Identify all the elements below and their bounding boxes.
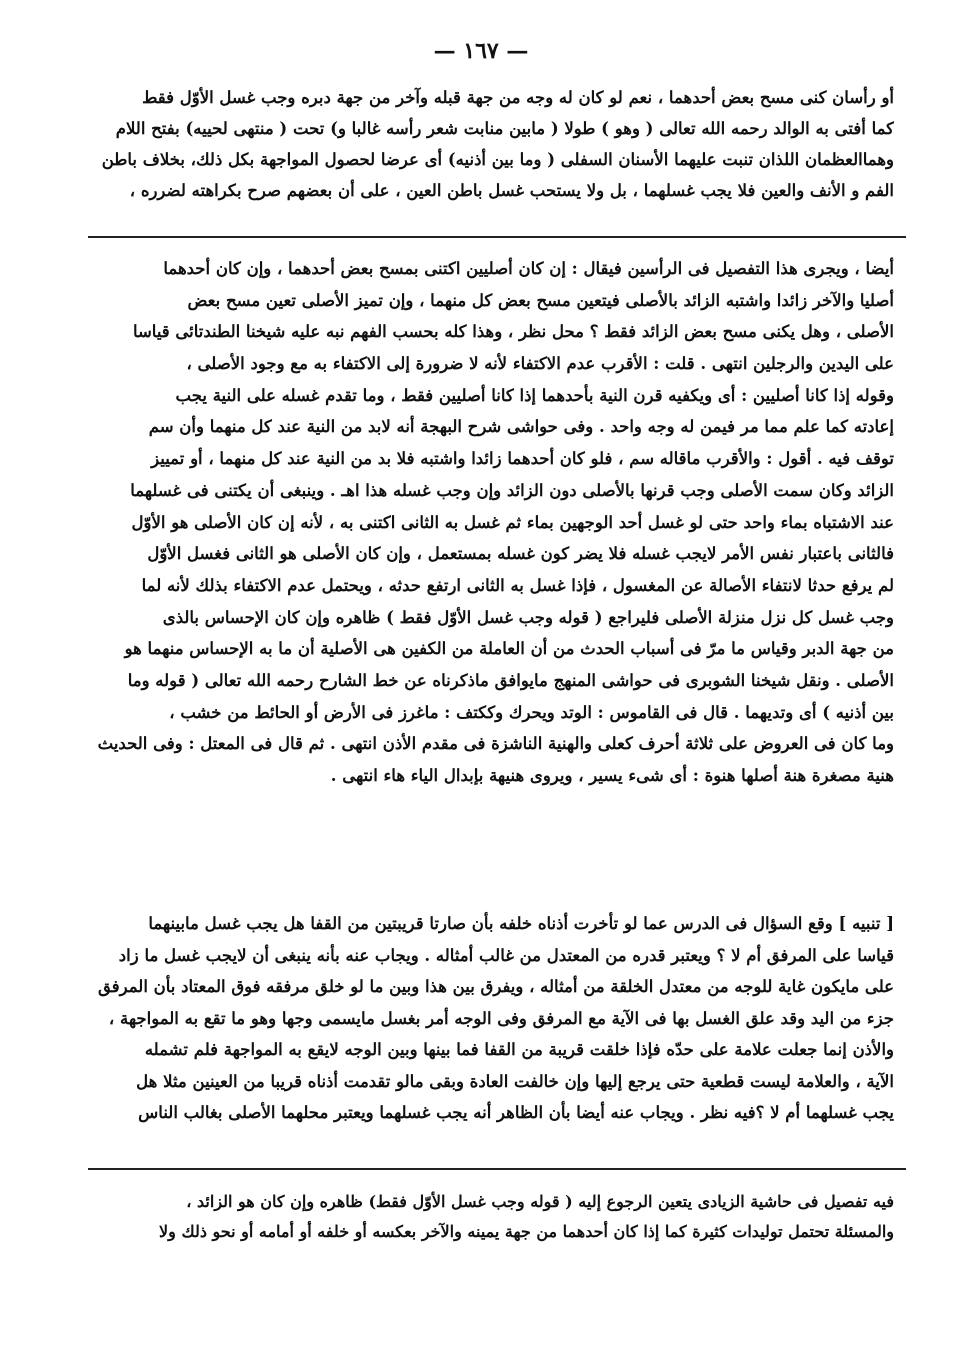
commentary-line: هنية مصغرة هنة أصلها هنوة : أى شىء يسير ، ويروى هنيهة بإبدال الياء هاء انتهى . [330, 766, 894, 785]
page-number: — ١٦٧ — [433, 38, 529, 64]
commentary-line: وما كان فى العروض على ثلاثة أحرف كعلى والهنية الناشزة فى مقدم الأذن انتهى . ثم قال فى المعتل : وفى الحديث [97, 734, 894, 754]
footnote-line: فيه تفصيل فى حاشية الزيادى يتعين الرجوع إليه ( قوله وجب غسل الأوّل فقط) ظاهره وإن كان هو الزائد ، [186, 1192, 894, 1211]
commentary-line: وقوله إذا كانا أصليين : أى ويكفيه قرن النية بأحدهما إذا كانا أصليين فقط ، وما تقدم غسله على النية يجب [175, 385, 894, 405]
notice-line: قياسا على المرفق أم لا ؟ ويعتبر قدره من المعتدل من غالب أمثاله . ويجاب عنه بأنه ينبغى أن لايجب غسل ما زاد [118, 945, 894, 965]
notice-line: [ تنبيه ] وقع السؤال فى الدرس عما لو تأخرت أذناه خلفه بأن صارتا قريبتين من القفا هل يجب غسل مابينهما [148, 914, 894, 933]
commentary-line: توقف فيه . أقول : والأقرب ماقاله سم ، فلو كان أحدهما زائدا واشتبه فلا بد من النية عند كل منهما ، أو تمييز [151, 449, 894, 469]
commentary-line: عند الاشتباه بماء واحد حتى لو غسل أحد الوجهين بماء ثم غسل به الثانى اكتنى به ، لأنه إن كان الأصلى هو الأوّل [131, 512, 894, 532]
notice-line: الآية ، والعلامة ليست قطعية حتى يرجع إليها وإن خالفت العادة وبقى مالو تقدمت أذناه قريبا من العينين مثلا هل [136, 1071, 894, 1091]
footnote-text [84, 1187, 894, 1247]
commentary-line: من جهة الدبر وقياس ما مرّ فى أسباب الحدث من أن العاملة من الكفين هى الأصلية أن ما به الإحساس منهما هو [124, 639, 894, 659]
commentary-line: الأصلى ، وهل يكنى مسح بعض الزائد فقط ؟ محل نظر ، وهذا كله بحسب الفهم نبه عليه شيخنا الطندتائى قياسا [132, 322, 894, 342]
notice-paragraph [84, 908, 894, 1129]
main-text-divider [88, 236, 906, 238]
notice-line: على مايكون غاية للوجه من معتدل الخلقة من أمثاله ، ويفرق بين هذا وبين ما لو خلق مرفقه فوق المعتاد بأن المرفق [98, 977, 894, 996]
footnote-line: والمسئلة تحتمل توليدات كثيرة كما إذا كان أحدهما من جهة يمينه والآخر بعكسه أو خلفه أو أمامه أو نحو ذلك ولا [159, 1222, 894, 1241]
notice-line: والأذن إنما جعلت علامة على حدّه فإذا خلقت قريبة من القفا فما بينها وبين الوجه لايقع به المواجهة فلم تشمله [144, 1040, 894, 1059]
commentary-line: إعادته كما علم مما مر فيمن له وجه واحد . وفى حواشى شرح البهجة أنه لابد من النية عند كل منهما وأن سم [148, 417, 894, 437]
commentary-text [84, 253, 894, 792]
commentary-line: لم يرفع حدثا لانتفاء الأصالة عن المغسول ، فإذا غسل به الثانى ارتفع حدثه ، ويحتمل عدم الاكتفاء بذلك لأنه لما [141, 575, 894, 595]
footnote-divider [88, 1168, 906, 1170]
main-text-line: أو رأسان كنى مسح بعض أحدهما ، نعم لو كان له وجه من جهة قبله وآخر من جهة دبره وجب غسل الأوّل فقط [142, 88, 894, 107]
main-text-line: كما أفتى به الوالد رحمه الله تعالى ( وهو ) طولا ( مابين منابت شعر رأسه غالبا و) تحت ( منتهى لحييه) بفتح اللام [115, 119, 894, 138]
notice-line: جزء من اليد وقد علق الغسل بها فى الآية مع المرفق وفى الوجه أمر بغسل مايسمى وجها وهو ما تقع به المواجهة ، [108, 1008, 894, 1028]
commentary-line: أصليا والآخر زائدا واشتبه الزائد بالأصلى فيتعين مسح بعض كل منهما ، وإن تميز الأصلى تعين مسح بعض [187, 290, 894, 310]
commentary-line: الأصلى . ونقل شيخنا الشوبرى فى حواشى المنهج مايوافق ماذكرناه عن خط الشارح رحمه الله تعالى ( قوله وما [127, 670, 894, 690]
notice-line: يجب غسلهما أم لا ؟فيه نظر . ويجاب عنه أيضا بأن الظاهر أنه يجب غسلهما ويعتبر محلهما الأصلى بغالب الناس [138, 1103, 894, 1122]
main-text-line: وهماالعظمان اللذان تنبت عليهما الأسنان السفلى ( وما بين أذنيه) أى عرضا لحصول المواجهة بكل ذلك، بخلاف باطن [101, 150, 894, 169]
commentary-line: أيضا ، ويجرى هذا التفصيل فى الرأسين فيقال : إن كان أصليين اكتنى بمسح بعض أحدهما ، وإن كان أحدهما [163, 259, 894, 278]
commentary-line: على اليدين والرجلين انتهى . قلت : الأقرب عدم الاكتفاء لأنه لا ضرورة إلى الاكتفاء به مع وجود الأصلى ، [186, 354, 894, 374]
commentary-line: بين أذنيه ) أى وتديهما . قال فى القاموس : الوتد ويحرك وككتف : ماغرز فى الأرض أو الحائط من خشب ، [169, 702, 894, 722]
main-text-line: الفم و الأنف والعين فلا يجب غسلهما ، بل ولا يستحب غسل باطن العين ، على أن بعضهم صرح بكراهته لضرره ، [129, 181, 894, 200]
commentary-line: الزائد وكان سمت الأصلى وجب قرنها بالأصلى دون الزائد وإن وجب غسله هذا اهـ . وينبغى أن يكتنى فى غسلهما [130, 480, 894, 500]
commentary-line: وجب غسل كل نزل منزلة الأصلى فليراجع ( قوله وجب غسل الأوّل فقط ) ظاهره وإن كان الإحساس بالذى [162, 607, 894, 627]
main-text [84, 82, 894, 206]
commentary-line: فالثانى باعتبار نفس الأمر لايجب غسله فلا يضر كون غسله بمستعمل ، وإن كان الأصلى هو الثانى فغسل الأوّل [147, 544, 894, 564]
